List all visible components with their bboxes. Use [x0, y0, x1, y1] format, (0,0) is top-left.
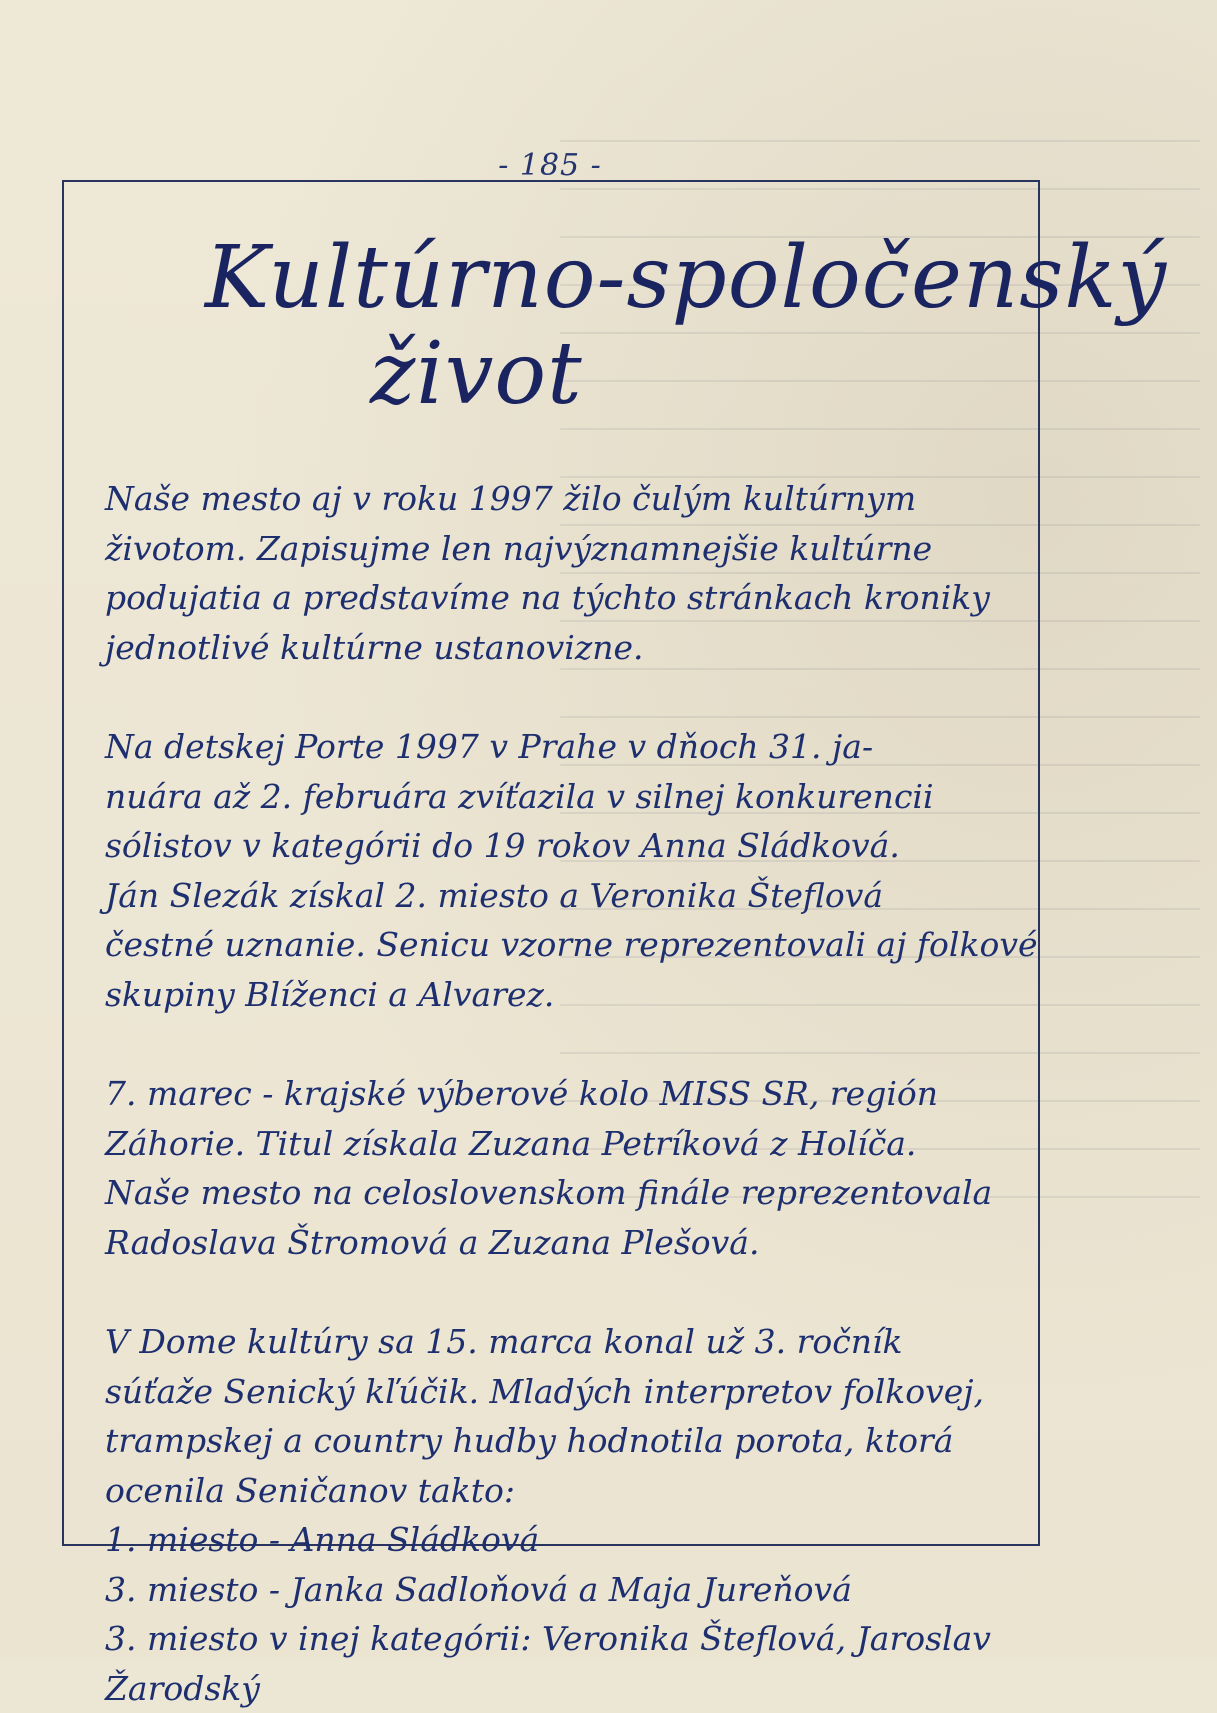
paragraph-porta: Na detskej Porte 1997 v Prahe v dňoch 31. ja- nuára až 2. februára zvíťazila v silnej konkurencii sólistov v kategórii do 19 rokov Anna Sládková. Ján Slezák získal 2. miesto a Veronika Šteflová čestné uznanie. Senicu vzorne reprezentovali aj folkové skupiny Blíženci a Alvarez. [105, 727, 1038, 1014]
page-title [205, 230, 1167, 422]
results-list [105, 1515, 1040, 1713]
paragraph-miss: 7. marec - krajské výberové kolo MISS SR, región Záhorie. Titul získala Zuzana Petríková z Holíča. Naše mesto na celoslovenskom finále reprezentovala Radoslava Štromová a Zuzana Plešová. [105, 1074, 993, 1262]
list-item: 1. miesto - Anna Sládková [105, 1520, 540, 1559]
title-line-2: život [370, 324, 583, 424]
list-item: 3. miesto - Janka Sadloňová a Maja Jureňová [105, 1569, 852, 1609]
paragraph-intro: Naše mesto aj v roku 1997 žilo čulým kultúrnym životom. Zapisujme len najvýznamnejšie kultúrne podujatia a predstavíme na týchto stránkach kroniky jednotlivé kultúrne ustanovizne. [105, 479, 990, 667]
paragraph-klucik: V Dome kultúry sa 15. marca konal už 3. ročník súťaže Senický kľúčik. Mladých interpretov folkovej, trampskej a country hudby hodnotila porota, ktorá ocenila Seničanov takto: [105, 1322, 985, 1510]
title-line-1: Kultúrno-spoločenský [205, 228, 1168, 328]
list-item: 3. miesto v inej kategórii: Veronika Šteflová, Jaroslav Žarodský [105, 1619, 991, 1708]
chronicle-text [105, 474, 1040, 1713]
page-number: - 185 - [498, 148, 602, 183]
